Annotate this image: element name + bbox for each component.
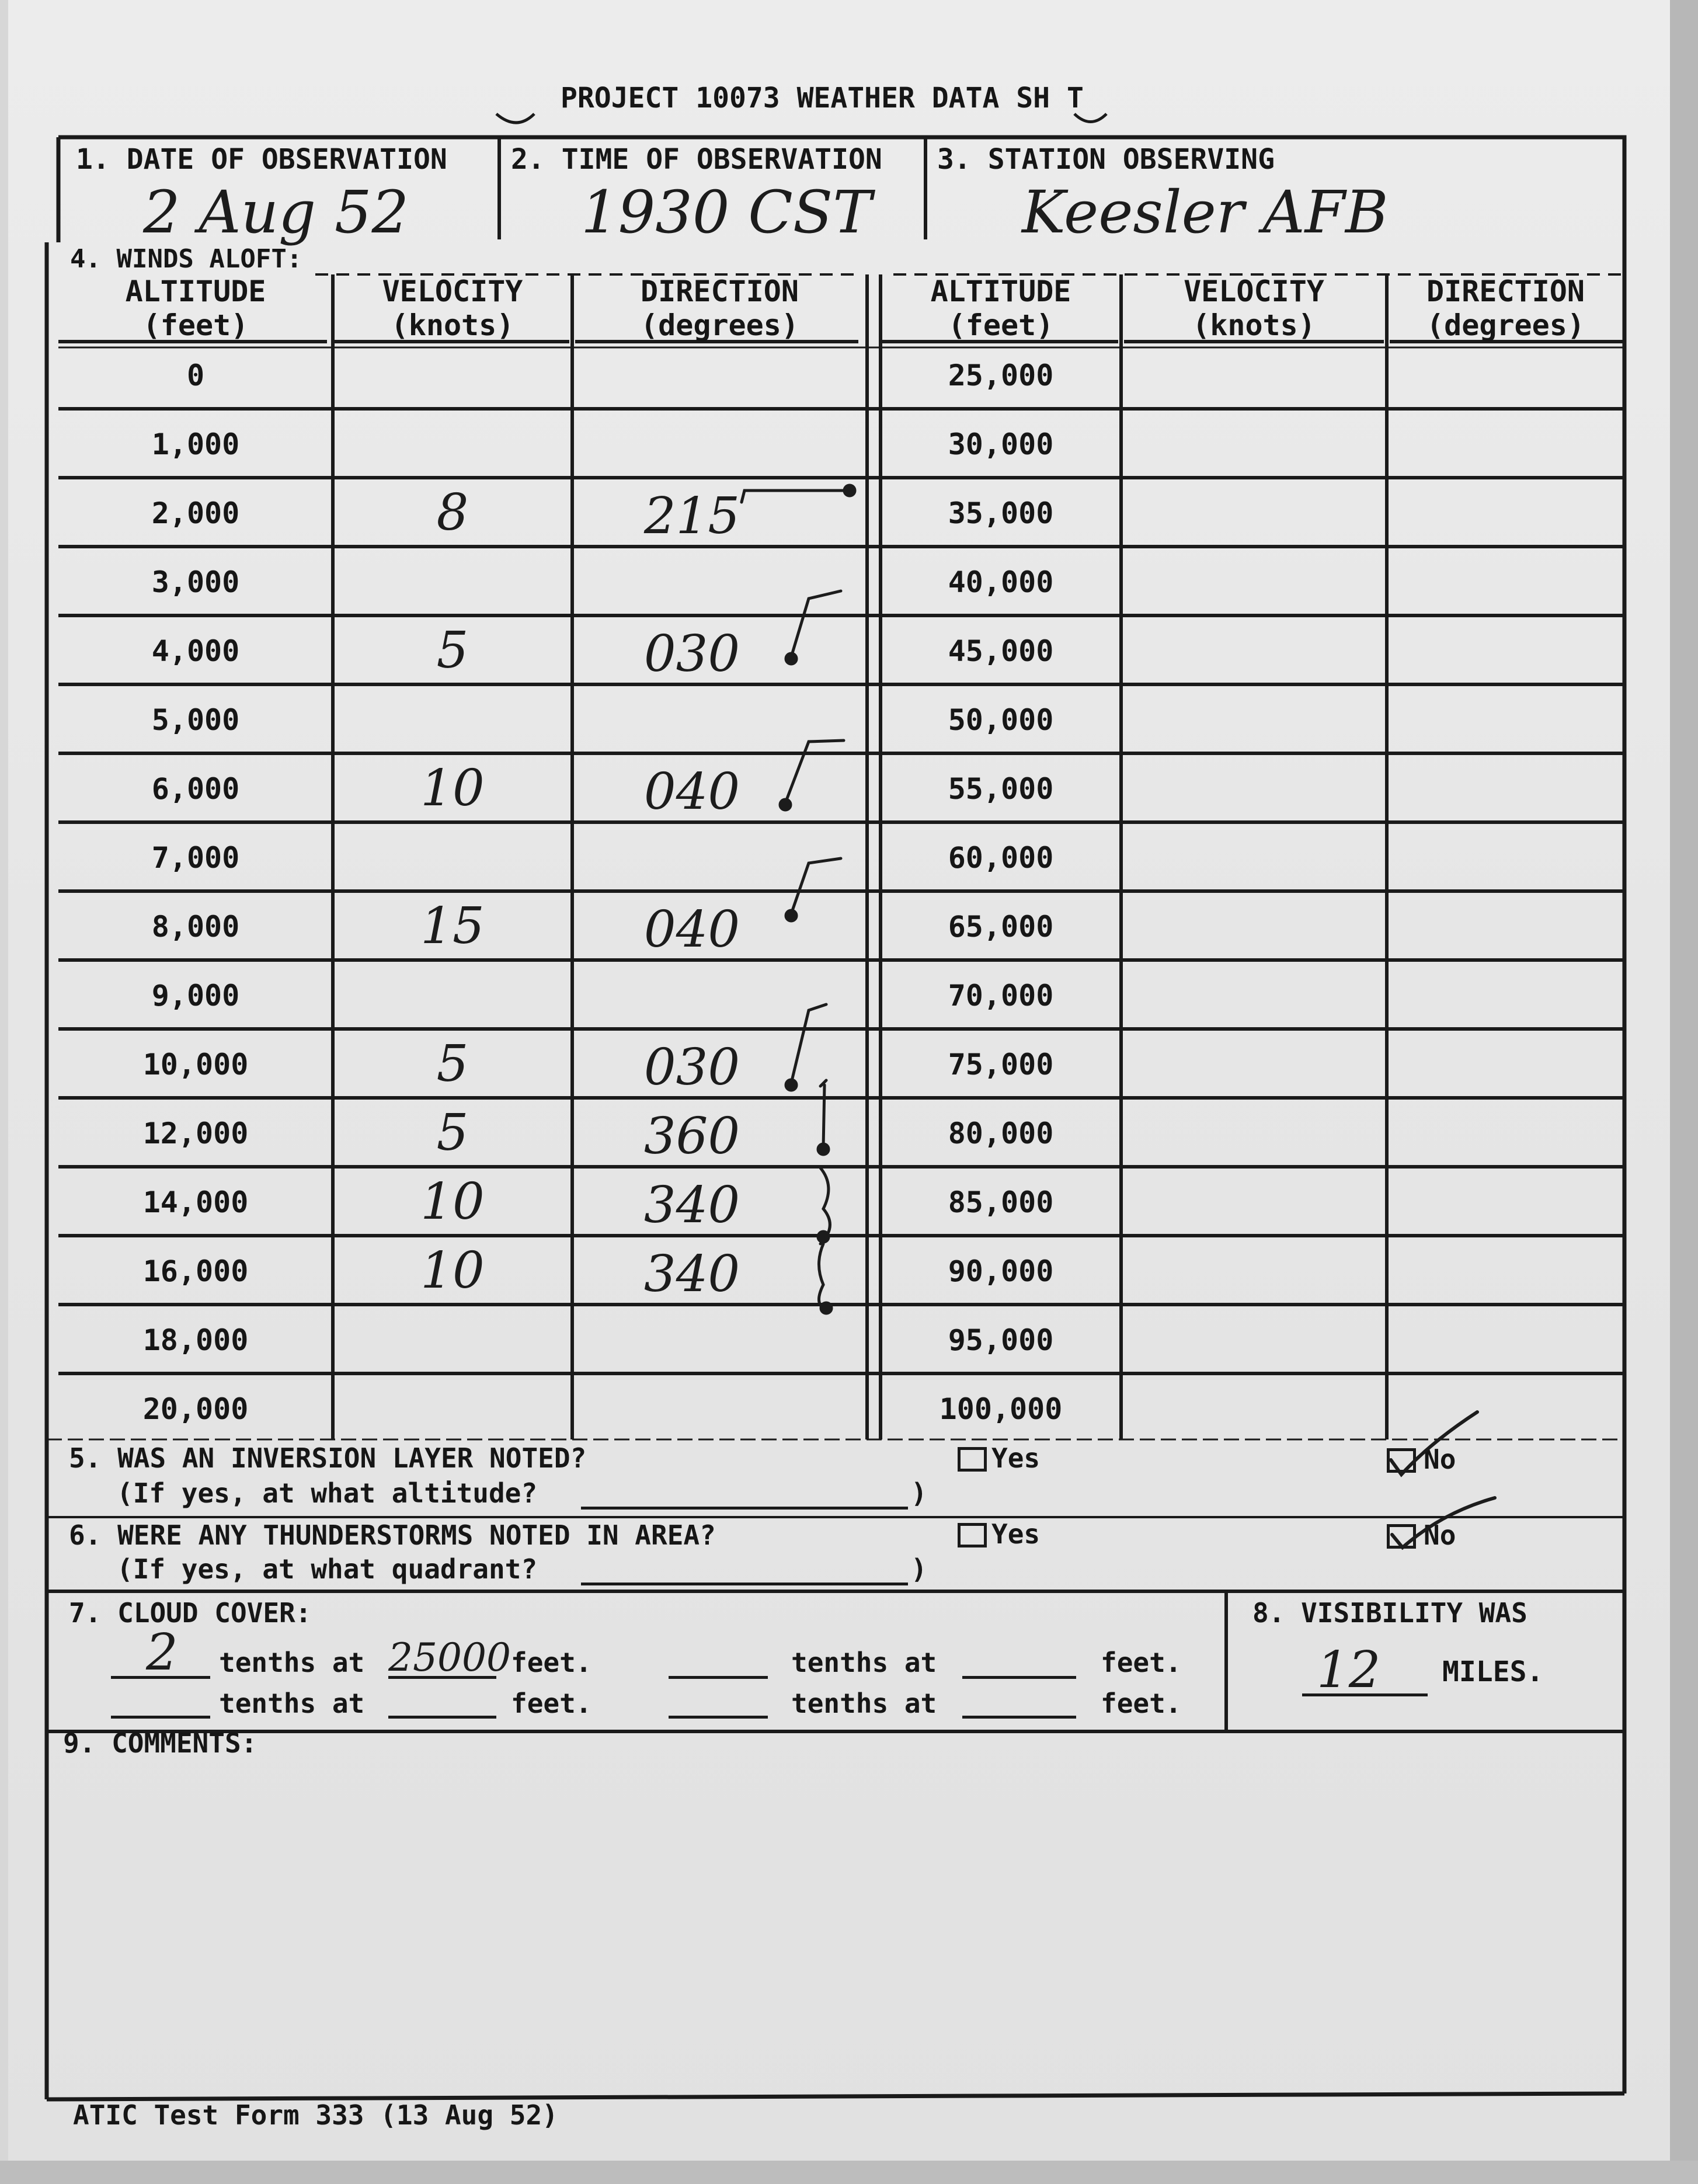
q7-entry3-feet-field[interactable] — [388, 1716, 496, 1719]
q5-yes-label: Yes — [991, 1442, 1041, 1474]
q6-no-label: No — [1424, 1519, 1456, 1551]
velocity-cell: 5 — [436, 621, 469, 680]
q7-entry2-tenths-field[interactable] — [669, 1676, 768, 1679]
altitude-cell: 12,000 — [142, 1117, 249, 1150]
altitude-cell-high: 90,000 — [948, 1254, 1054, 1288]
q7-entry2-feet-label: feet. — [1101, 1647, 1182, 1678]
altitude-cell: 20,000 — [142, 1392, 249, 1426]
q5-no-checkmark-icon — [1391, 1412, 1477, 1474]
altitude-cell-high: 55,000 — [948, 772, 1054, 806]
direction-cell: 040 — [643, 763, 740, 821]
velocity-cell: 8 — [436, 484, 469, 542]
q7-entry2-feet-field[interactable] — [962, 1676, 1076, 1679]
date-value: 2 Aug 52 — [143, 178, 409, 246]
altitude-cell-high: 40,000 — [948, 565, 1054, 599]
altitude-cell: 7,000 — [151, 841, 240, 875]
q7-entry1-tenths-value: 2 — [146, 1623, 178, 1682]
form-title: PROJECT 10073 WEATHER DATA SH T — [561, 82, 1084, 114]
altitude-cell: 5,000 — [151, 703, 240, 737]
q7-entry1-feet-value: 25000 — [388, 1635, 511, 1680]
altitude-cell-high: 80,000 — [948, 1117, 1054, 1150]
velocity-cell: 5 — [436, 1035, 469, 1093]
q7-entry3-tenths-label: tenths at — [219, 1688, 365, 1719]
altitude-cell: 18,000 — [142, 1323, 249, 1357]
q7-entry2-tenths-label: tenths at — [791, 1647, 937, 1678]
altitude-cell: 8,000 — [151, 910, 240, 944]
direction-cell: 030 — [643, 625, 740, 683]
col-altitude-right: ALTITUDE (feet) — [930, 274, 1071, 342]
altitude-cell-high: 95,000 — [948, 1323, 1054, 1357]
q7-entry1-tenths-label: tenths at — [219, 1647, 365, 1678]
q6-close-paren: ) — [911, 1553, 927, 1585]
altitude-cell: 0 — [186, 359, 205, 392]
direction-cell: 030 — [643, 1038, 740, 1097]
velocity-cell: 5 — [436, 1104, 469, 1162]
q5-close-paren: ) — [911, 1477, 927, 1509]
altitude-cell-high: 65,000 — [948, 910, 1054, 944]
altitude-cell: 10,000 — [142, 1048, 249, 1081]
velocity-cell: 10 — [420, 1173, 485, 1231]
q8-label: 8. VISIBILITY WAS — [1252, 1597, 1527, 1629]
q7-entry4-feet-field[interactable] — [962, 1716, 1076, 1719]
q6-question: 6. WERE ANY THUNDERSTORMS NOTED IN AREA? — [69, 1519, 716, 1551]
altitude-cell-high: 60,000 — [948, 841, 1054, 875]
direction-cell: 215 — [643, 487, 740, 545]
station-label: 3. STATION OBSERVING — [937, 143, 1275, 176]
time-value: 1930 CST — [581, 178, 872, 246]
altitude-cell-high: 30,000 — [948, 427, 1054, 461]
altitude-cell-high: 70,000 — [948, 979, 1054, 1013]
q6-yes-label: Yes — [991, 1518, 1041, 1550]
altitude-cell: 4,000 — [151, 634, 240, 668]
altitude-cell-high: 35,000 — [948, 496, 1054, 530]
velocity-cell: 10 — [420, 1241, 485, 1300]
date-label: 1. DATE OF OBSERVATION — [76, 143, 447, 176]
q6-no-checkmark-icon — [1392, 1498, 1495, 1547]
altitude-cell: 6,000 — [151, 772, 240, 806]
station-value: Keesler AFB — [1022, 178, 1389, 246]
q5-followup: (If yes, at what altitude? — [117, 1477, 538, 1509]
time-label: 2. TIME OF OBSERVATION — [511, 143, 882, 176]
altitude-cell-high: 25,000 — [948, 359, 1054, 392]
altitude-cell: 16,000 — [142, 1254, 249, 1288]
altitude-cell: 1,000 — [151, 427, 240, 461]
col-direction-right: DIRECTION (degrees) — [1426, 274, 1585, 342]
col-velocity-right: VELOCITY (knots) — [1184, 274, 1324, 342]
q5-question: 5. WAS AN INVERSION LAYER NOTED? — [69, 1442, 587, 1474]
q6-followup: (If yes, at what quadrant? — [117, 1553, 538, 1585]
direction-cell: 040 — [643, 900, 740, 959]
altitude-cell-high: 50,000 — [948, 703, 1054, 737]
altitude-cell-high: 75,000 — [948, 1048, 1054, 1081]
col-altitude-left: ALTITUDE (feet) — [125, 274, 266, 342]
direction-cell: 340 — [643, 1245, 740, 1303]
direction-cell: 360 — [643, 1107, 740, 1166]
altitude-cell-high: 85,000 — [948, 1185, 1054, 1219]
altitude-cell-high: 45,000 — [948, 634, 1054, 668]
col-direction-left: DIRECTION (degrees) — [641, 274, 799, 342]
col-velocity-left: VELOCITY (knots) — [382, 274, 523, 342]
velocity-cell: 10 — [420, 759, 485, 818]
altitude-cell: 3,000 — [151, 565, 240, 599]
q7-label: 7. CLOUD COVER: — [69, 1597, 312, 1629]
comments-area[interactable] — [53, 1764, 1617, 2079]
q7-entry1-feet-label: feet. — [511, 1647, 592, 1678]
q9-label: 9. COMMENTS: — [63, 1727, 258, 1759]
q7-entry4-tenths-field[interactable] — [669, 1716, 768, 1719]
q8-visibility-value: 12 — [1317, 1641, 1381, 1699]
altitude-cell: 9,000 — [151, 979, 240, 1013]
q7-entry4-feet-label: feet. — [1101, 1688, 1182, 1719]
winds-section-label: 4. WINDS ALOFT: — [70, 244, 302, 274]
altitude-cell-high: 100,000 — [939, 1392, 1063, 1426]
form-footer: ATIC Test Form 333 (13 Aug 52) — [73, 2099, 558, 2131]
q5-no-label: No — [1424, 1444, 1456, 1475]
q7-entry4-tenths-label: tenths at — [791, 1688, 937, 1719]
direction-cell: 340 — [643, 1176, 740, 1234]
q8-unit: MILES. — [1442, 1656, 1544, 1688]
altitude-cell: 14,000 — [142, 1185, 249, 1219]
q7-entry3-tenths-field[interactable] — [111, 1716, 210, 1719]
altitude-cell: 2,000 — [151, 496, 240, 530]
velocity-cell: 15 — [420, 897, 485, 955]
q7-entry3-feet-label: feet. — [511, 1688, 592, 1719]
